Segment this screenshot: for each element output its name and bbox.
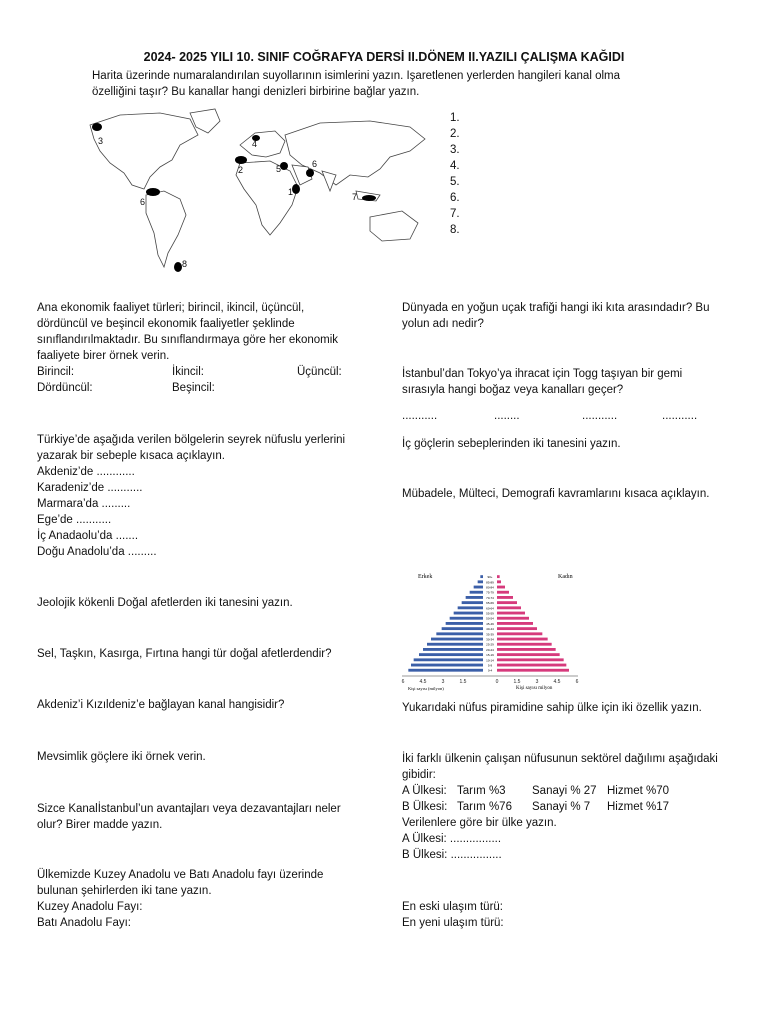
pyramid-age-label: 10-14 [486,658,494,663]
country-a-row: A Ülkesi: Tarım %3 Sanayi % 27 Hizmet %70 [402,785,669,797]
pyramid-bar-female [497,653,560,656]
pyramid-right-axis-title: Kişi sayısı milyon [516,686,553,691]
map-marker-label: 8 [182,259,188,269]
pyramid-bar-male [458,606,483,609]
pyramid-tick-label: 6 [575,679,579,685]
pyramid-bar-male [474,586,483,589]
pyramid-bar-male [442,627,483,630]
pyramid-bar-female [497,580,501,583]
pyramid-bar-female [497,586,505,589]
label-birincil: Birincil: [37,366,75,378]
list-item: 5. [450,176,460,188]
question-pyramid-features: Yukarıdaki nüfus piramidine sahip ülke için iki özellik yazın. [402,702,702,714]
question-togg-route: İstanbul’dan Tokyo’ya ihracat için Togg taşıyan bir gemi sırasıyla hangi boğaz veya kanalları geçer? [402,368,683,396]
pyramid-age-label: 5-9 [487,663,493,668]
label-ucuncul: Üçüncül: [297,366,342,378]
list-item: 3. [450,144,460,156]
country-a-name: A Ülkesi: [402,785,447,797]
pyramid-tick-label: 3 [535,679,539,685]
pyramid-bar-male [446,622,483,625]
label-dorduncul: Dördüncül: [37,382,93,394]
question-sector-distribution: İki farklı ülkenin çalışan nüfusunun sektörel dağılımı aşağıdaki gibidir: A Ülkesi: Tarım %3 Sanayi % 27 Hizmet %70 B Ülkesi: Tarım %76 Sanayi % 7 Hizmet %17 Verilenlere göre bir ülke yazın. A Ülkesi: ................ B Ülkesi: ................ [402,751,742,863]
pyramid-tick-label: 1.5 [459,679,467,685]
route-blanks: ........... ........ ........... ........... [402,410,698,422]
pyramid-age-label: 20-24 [486,647,494,652]
pyramid-age-label: 70-74 [486,595,494,600]
question-transport-types: En eski ulaşım türü: En yeni ulaşım türü: [402,901,504,929]
country-b-row: B Ülkesi: Tarım %76 Sanayi % 7 Hizmet %17 [402,801,669,813]
pyramid-bar-female [497,612,525,615]
pyramid-tick-label: 3 [441,679,445,685]
question-kanal-istanbul: Sizce Kanalİstanbul’un avantajları veya dezavantajları neler olur? Birer madde yazın. [37,803,341,831]
pyramid-age-label: 30-34 [486,637,494,642]
pyramid-bar-male [423,648,483,651]
pyramid-tick-label: 0 [495,679,499,685]
map-marker-label: 3 [98,136,104,146]
map-marker-label: 6 [312,159,318,169]
list-item: 6. [450,192,460,204]
pyramid-bar-female [497,627,537,630]
question-disaster-type: Sel, Taşkın, Kasırga, Fırtına hangi tür doğal afetlerdendir? [37,648,332,660]
pyramid-tick-label: 1.5 [513,679,521,685]
pyramid-age-label: 85-89 [486,580,494,585]
list-item: 8. [450,224,460,236]
pyramid-age-label: 65-69 [486,601,494,606]
question-air-traffic: Dünyada en yoğun uçak trafiği hangi iki kıta arasındadır? Bu yolun adı nedir? [402,302,710,330]
pyramid-age-label: 60-64 [486,606,494,611]
question-fault-lines: Ülkemizde Kuzey Anadolu ve Batı Anadolu fayı üzerinde bulunan şehirlerden iki tane yazın. Kuzey Anadolu Fayı: Batı Anadolu Fayı: [37,869,324,929]
question-concepts: Mübadele, Mülteci, Demografi kavramlarını kısaca açıklayın. [402,488,710,500]
pyramid-age-label: 90+ [487,575,493,580]
pyramid-male-label: Erkek [418,574,433,580]
pyramid-bar-male [466,596,483,599]
pyramid-age-label: 80-84 [486,585,494,590]
list-item: 7. [450,208,460,220]
question-sparse-regions: Türkiye’de aşağıda verilen bölgelerin seyrek nüfuslu yerlerini yazarak bir sebeple kısaca açıklayın. Akdeniz’de ............ Karadeniz’de ........... Marmara’da ......... Ege’de ........... İç Anadaolu’da ....... Doğu Anadolu’da ......... [37,432,367,560]
pyramid-bar-male [431,638,483,641]
question-economic-activities: Ana ekonomik faaliyet türleri; birincil, ikincil, üçüncül, dördüncül ve beşincil ekonomik faaliyetler şeklinde sınıflandırılmaktadır. Bu sınıflandırmaya göre her ekonomik faaliyete birer örnek verin. Birincil: İkincil: Üçüncül: Dördüncül: Beşincil: [37,302,342,394]
pyramid-bar-female [497,591,509,594]
pyramid-bar-female [497,596,513,599]
region-item: İç Anadaolu’da ....... [37,530,139,542]
pyramid-age-label: 75-79 [486,590,494,595]
region-item: Marmara’da ......... [37,498,131,510]
pyramid-age-label: 55-59 [486,611,494,616]
pyramid-bar-female [497,643,552,646]
pyramid-bar-male [454,612,483,615]
question-seasonal-migration: Mevsimlik göçlere iki örnek verin. [37,751,206,763]
map-marker-label: 4 [252,139,258,149]
region-item: Doğu Anadolu’da ......... [37,546,157,558]
pyramid-age-label: 35-39 [486,632,494,637]
pyramid-tick-label: 4.5 [419,679,427,685]
pyramid-bar-male [408,669,483,672]
pyramid-tick-label: 6 [401,679,405,685]
pyramid-bar-male [478,580,483,583]
pyramid-bar-male [436,632,483,635]
pyramid-bar-female [497,617,529,620]
pyramid-bar-male [470,591,483,594]
map-marker-label: 7 [352,192,358,202]
pyramid-bar-male [450,617,483,620]
pyramid-bar-male [419,653,483,656]
pyramid-bar-female [497,638,548,641]
region-item: Karadeniz’de ........... [37,482,143,494]
pyramid-bar-female [497,664,566,667]
pyramid-bar-female [497,658,564,661]
pyramid-bar-female [497,669,569,672]
pyramid-bar-female [497,601,517,604]
list-item: 2. [450,128,460,140]
population-pyramid [398,562,582,694]
map-marker-label: 5 [276,164,282,174]
list-item: 4. [450,160,460,172]
pyramid-bar-female [497,622,533,625]
world-map [80,105,440,275]
pyramid-bar-female [497,575,500,578]
intro-text: Harita üzerinde numaralandırılan suyollarının isimlerini yazın. Işaretlenen yerlerden hangileri kanal olma özelliğini taşır? Bu kanallar hangi denizleri birbirine bağlar yazın. [92,70,620,98]
label-ikincil: İkincil: [172,366,204,378]
pyramid-female-label: Kadın [558,574,573,580]
pyramid-bar-male [411,664,483,667]
label-besincil: Beşincil: [172,382,215,394]
pyramid-bar-male [480,575,483,578]
pyramid-age-label: 45-49 [486,621,494,626]
pyramid-bar-male [414,658,483,661]
pyramid-age-label: 15-19 [486,653,494,658]
pyramid-bar-female [497,648,556,651]
pyramid-bar-male [427,643,483,646]
map-marker-label: 2 [238,165,244,175]
region-item: Ege’de ........... [37,514,112,526]
pyramid-left-axis-title: Kişi sayısı (milyon) [408,686,444,691]
pyramid-bar-female [497,632,542,635]
map-marker-label: 1 [288,187,294,197]
pyramid-age-label: 25-29 [486,642,494,647]
pyramid-age-label: 40-44 [486,627,494,632]
pyramid-tick-label: 4.5 [553,679,561,685]
pyramid-bar-female [497,606,521,609]
question-geologic-disasters: Jeolojik kökenli Doğal afetlerden iki tanesini yazın. [37,597,293,609]
numbered-answer-list [450,110,460,238]
pyramid-age-label: 50-54 [486,616,494,621]
page-title: 2024- 2025 YILI 10. SINIF COĞRAFYA DERSİ II.DÖNEM II.YAZILI ÇALIŞMA KAĞIDI [143,50,625,64]
country-b-name: B Ülkesi: [402,801,448,813]
region-item: Akdeniz’de ............ [37,466,135,478]
map-marker-label: 6 [140,197,146,207]
pyramid-bar-male [462,601,483,604]
question-internal-migration: İç göçlerin sebeplerinden iki tanesini yazın. [402,438,621,450]
list-item: 1. [450,112,460,124]
pyramid-age-label: 0-4 [487,668,493,673]
question-canal-red-sea: Akdeniz’i Kızıldeniz’e bağlayan kanal hangisidir? [37,699,285,711]
